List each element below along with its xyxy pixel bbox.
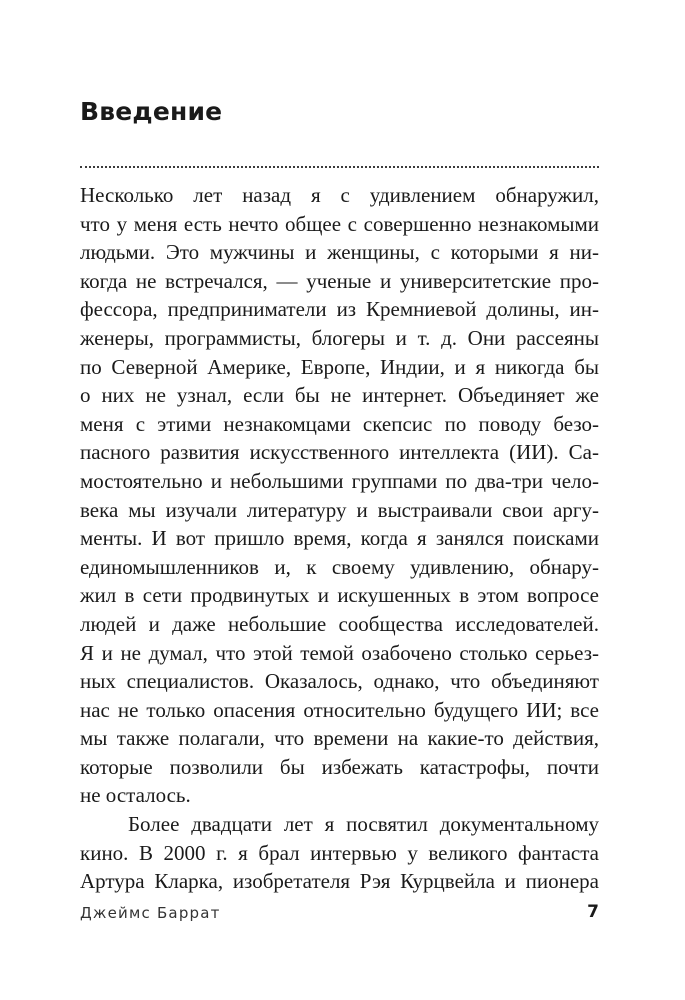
text-line: века мы изучали литературу и выстраивали свои аргу- <box>80 497 599 522</box>
text-line: Я и не думал, что этой темой озабочено столько серьез- <box>80 640 599 665</box>
text-line: мостоятельно и небольшими группами по два-три чело- <box>80 468 599 493</box>
text-line: единомышленников и, к своему удивлению, обнару- <box>80 554 599 579</box>
text-line: женеры, программисты, блогеры и т. д. Они рассеяны <box>80 325 599 350</box>
chapter-title: Введение <box>80 97 223 126</box>
text-line: не осталось. <box>80 783 191 808</box>
text-line: по Северной Америке, Европе, Индии, и я никогда бы <box>80 354 599 379</box>
running-footer-author: Джеймс Баррат <box>80 904 221 922</box>
text-line: людьми. Это мужчины и женщины, с которыми я ни- <box>80 240 599 265</box>
text-line: жил в сети продвинутых и искушенных в этом вопросе <box>80 583 599 608</box>
text-line: ных специалистов. Оказалось, однако, что объединяют <box>80 669 599 694</box>
text-line: менты. И вот пришло время, когда я занялся поисками <box>80 526 599 551</box>
text-line: Более двадцати лет я посвятил документальному <box>128 812 599 837</box>
text-line: мы также полагали, что времени на какие-то действия, <box>80 726 599 751</box>
text-line: Артура Кларка, изобретателя Рэя Курцвейла и пионера <box>80 869 599 894</box>
text-line: пасного развития искусственного интеллекта (ИИ). Са- <box>80 440 599 465</box>
text-line: меня с этими незнакомцами скепсис по поводу безо- <box>80 411 599 436</box>
text-line: Несколько лет назад я с удивлением обнаружил, <box>80 183 599 207</box>
text-line: кино. В 2000 г. я брал интервью у великого фантаста <box>80 840 599 865</box>
text-line: которые позволили бы избежать катастрофы, почти <box>80 754 599 779</box>
text-line: фессора, предприниматели из Кремниевой долины, ин- <box>80 297 599 322</box>
page-number: 7 <box>587 902 599 922</box>
text-line: нас не только опасения относительно будущего ИИ; все <box>80 697 599 722</box>
body-text <box>80 181 599 896</box>
text-line: когда не встречался, — ученые и университетские про- <box>80 268 599 293</box>
text-line: людей и даже небольшие сообщества исследователей. <box>80 611 599 636</box>
dotted-divider <box>80 166 599 168</box>
text-line: что у меня есть нечто общее с совершенно незнакомыми <box>80 211 599 236</box>
text-line: о них не узнал, если бы не интернет. Объединяет же <box>80 383 599 408</box>
